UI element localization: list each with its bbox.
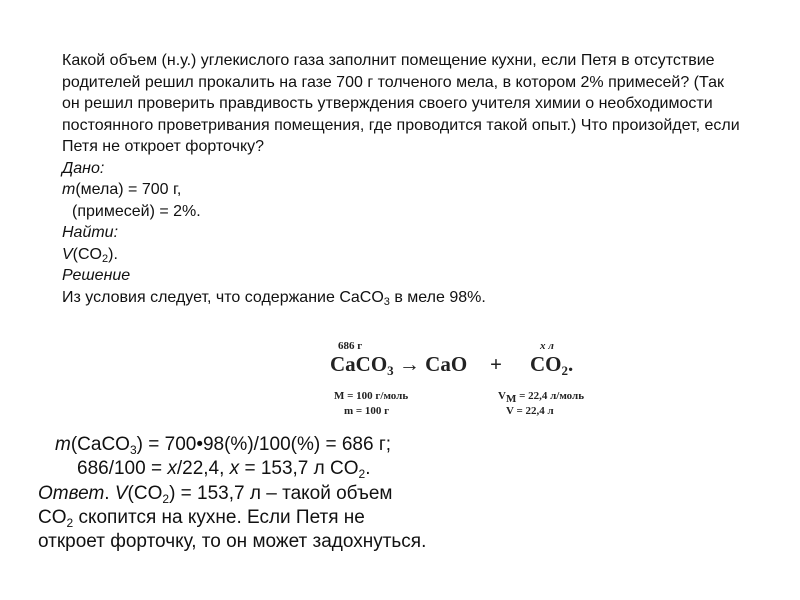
solution-a: Из условия следует, что содержание CaCO — [62, 288, 384, 306]
given-mass-var: m — [62, 181, 76, 198]
calc-line2-c: = 153,7 л CO — [239, 458, 359, 479]
answer-label: Ответ — [38, 483, 105, 504]
answer-c: скопится на кухне. Если Петя не откроет форточку, то он может задохнуться. — [38, 507, 427, 552]
reaction-below-left-1: M = 100 г/моль — [334, 390, 409, 402]
reaction-caco: CaCO — [330, 352, 388, 376]
calc-line-1 — [55, 433, 391, 457]
calc-line1-b: ) = 700•98(%)/100(%) = 686 г; — [136, 434, 392, 455]
reaction-arrow-cao: → CaO — [398, 352, 468, 376]
find-b: ). — [108, 245, 118, 263]
calc-x2: x — [229, 458, 240, 479]
answer-sub2: 2 — [66, 516, 74, 530]
reaction-below-left-2: m = 100 г — [344, 405, 390, 417]
reaction-co-tail: . — [568, 352, 574, 376]
calc-line2-d: . — [365, 458, 371, 479]
find-value — [62, 244, 742, 266]
find-sub: 2 — [102, 252, 109, 265]
answer-block — [38, 482, 428, 554]
calc-line2-b: /22,4, — [176, 458, 230, 479]
reaction-vm-sub: M — [505, 393, 517, 405]
reaction-reactant — [330, 352, 467, 377]
solution-text — [62, 287, 742, 309]
calc-line1-a: (CaCO — [70, 434, 130, 455]
find-label: Найти: — [62, 224, 119, 241]
solution-sub: 3 — [383, 295, 390, 308]
reaction-below-right-2: V = 22,4 л — [506, 405, 554, 417]
find-a: (CO — [72, 245, 102, 263]
calc-line1-sub: 3 — [129, 443, 137, 457]
reaction-co: CO — [530, 352, 562, 376]
answer-dot: . — [104, 483, 115, 504]
solution-b: в меле 98%. — [389, 288, 486, 306]
reaction-plus: + — [490, 352, 502, 376]
answer-a: (CO — [127, 483, 163, 504]
problem-question: Какой объем (н.у.) углекислого газа заполнит помещение кухни, если Петя в отсутствие родителей решил прокалить на газе 700 г толченого мела, в котором 2% примесей? (Так он решил проверить правдивость утверждения своего учителя химии о необходимости постоянного проветривания помещения, где проводится такой опыт.) Что произойдет, если Петя не откроет форточку? — [62, 52, 740, 155]
calc-var-m: m — [55, 434, 71, 455]
reaction-below-right-1 — [498, 390, 585, 405]
solution-label: Решение — [62, 267, 131, 284]
find-var: V — [62, 245, 73, 263]
reaction-co-sub: 2 — [561, 363, 568, 378]
given-mass — [62, 179, 742, 201]
given-mass-value: (мела) = 700 г, — [75, 181, 182, 198]
answer-b: ) = 153,7 л – такой объем CO — [38, 483, 393, 528]
answer-var: V — [114, 483, 128, 504]
calc-line-2 — [77, 457, 370, 481]
calc-x1: x — [167, 458, 177, 479]
reaction-equation — [330, 340, 630, 425]
calc-line2-sub: 2 — [358, 467, 366, 481]
reaction-above-right: x л — [540, 340, 554, 352]
reaction-above-left: 686 г — [338, 340, 363, 352]
reaction-vm-value: = 22,4 л/моль — [516, 390, 585, 402]
calc-line2-a: 686/100 = — [77, 458, 168, 479]
reaction-caco-sub: 3 — [387, 363, 394, 378]
given-label: Дано: — [62, 159, 105, 177]
reaction-product — [530, 352, 573, 377]
problem-block — [62, 50, 742, 308]
reaction-vm: V — [498, 390, 506, 402]
answer-sub1: 2 — [162, 492, 170, 506]
given-impurity: (примесей) = 2%. — [72, 202, 201, 220]
